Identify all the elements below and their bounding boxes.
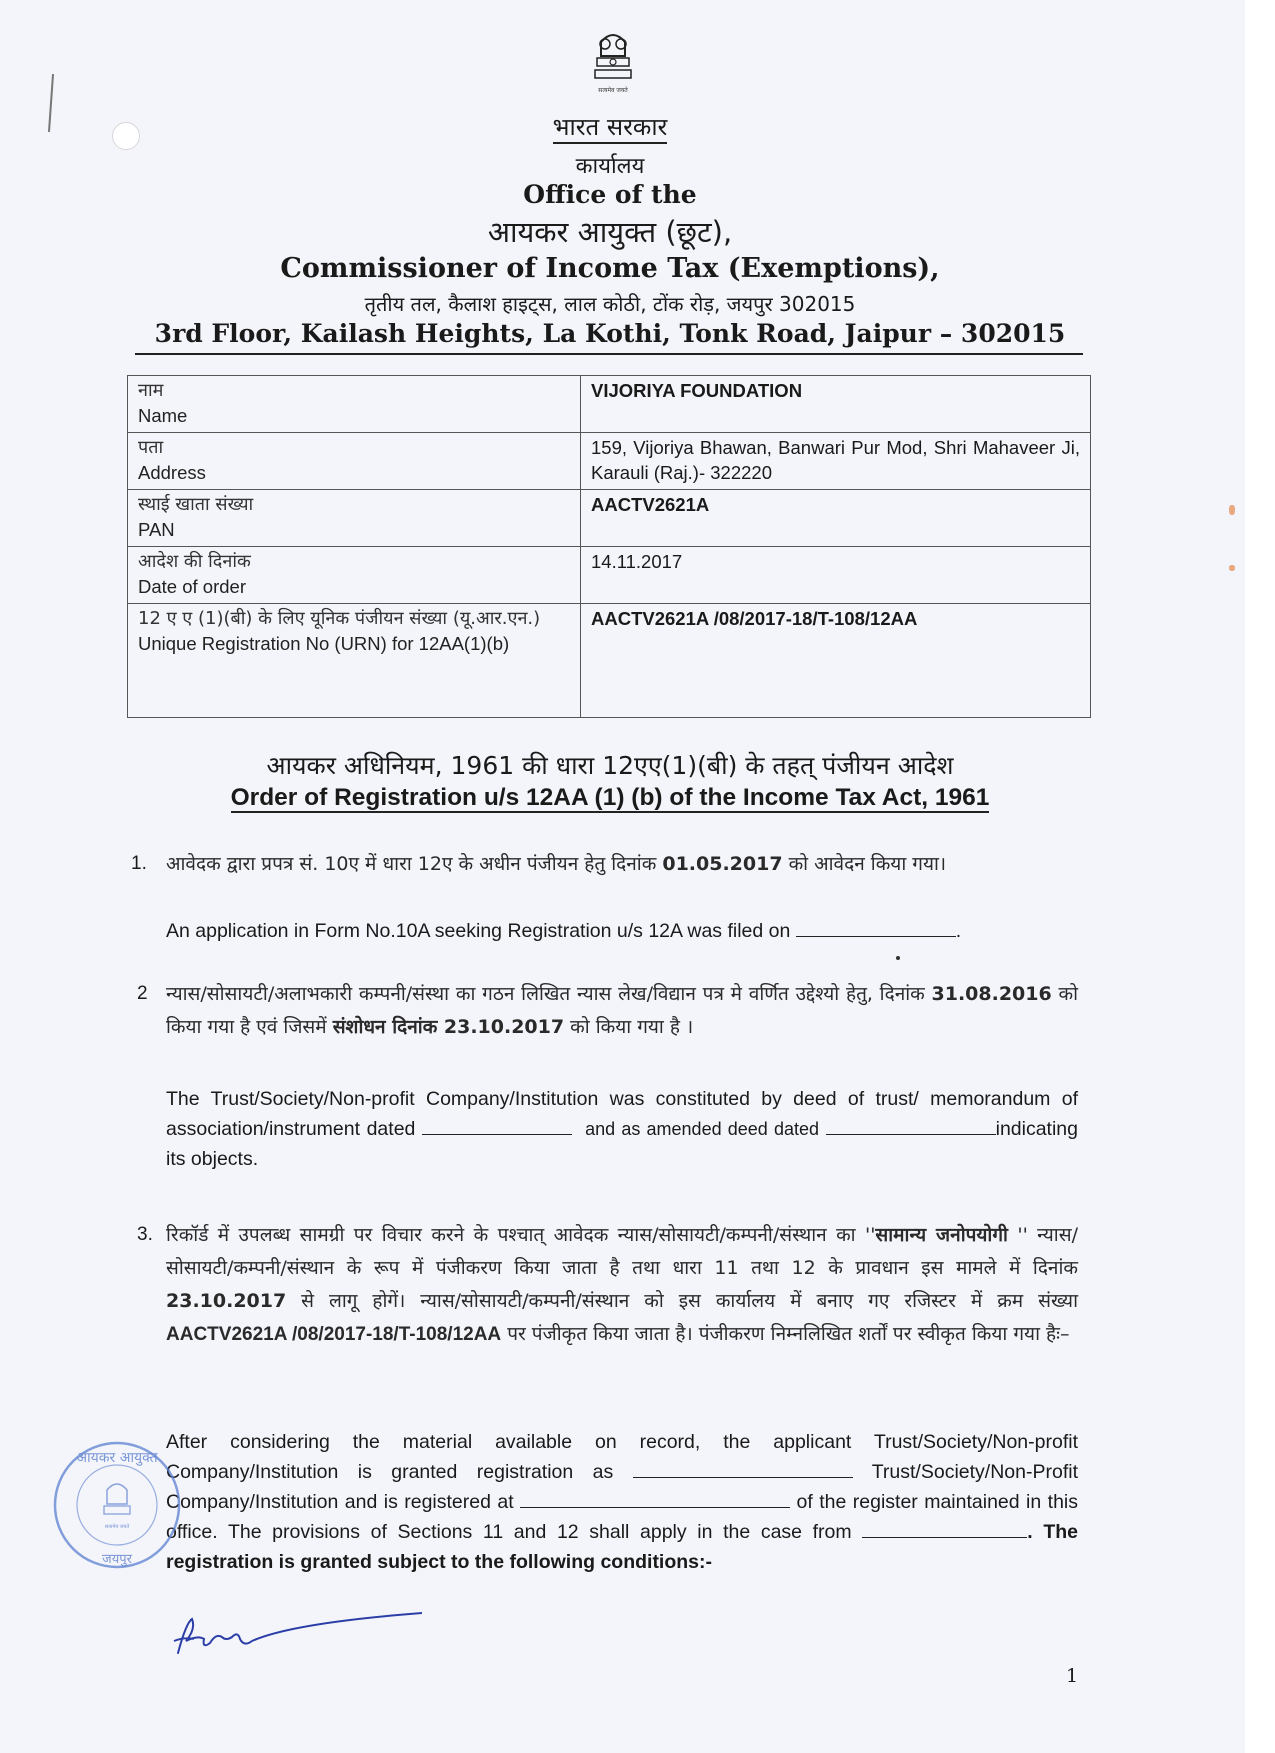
stain-mark (1229, 505, 1235, 515)
blank-line (826, 1116, 996, 1135)
order-title-hindi: आयकर अधिनियम, 1961 की धारा 12एए(1)(बी) के तहत् पंजीयन आदेश (266, 751, 954, 780)
svg-text:सत्यमेव जयते: सत्यमेव जयते (104, 1524, 130, 1530)
header-rule (135, 353, 1083, 355)
header-commissioner: Commissioner of Income Tax (Exemptions), (280, 253, 940, 284)
value-cell: AACTV2621A (581, 490, 1091, 547)
official-seal (52, 1440, 182, 1570)
stain-mark (1229, 565, 1235, 571)
emblem-caption: सत्यमेव जयते (598, 87, 628, 94)
label-cell: नाम Name (128, 376, 581, 433)
blank-line (862, 1519, 1027, 1538)
value-cell: 159, Vijoriya Bhawan, Banwari Pur Mod, Shri Mahaveer Ji, Karauli (Raj.)- 322220 (581, 433, 1091, 490)
para2-hindi: न्यास/सोसायटी/अलाभकारी कम्पनी/संस्था का गठन लिखित न्यास लेख/विद्यान पत्र मे वर्णित उद्देश्यो हेतु, दिनांक 31.08.2016 को किया गया है एवं जिसमें संशोधन दिनांक 23.10.2017 को किया गया है । (166, 983, 1078, 1038)
value-cell: VIJORIYA FOUNDATION (581, 376, 1091, 433)
value-cell: 14.11.2017 (581, 547, 1091, 604)
blank-line (520, 1489, 790, 1508)
scan-edge (1245, 0, 1275, 1753)
signature (172, 1605, 422, 1665)
svg-text:आयकर आयुक्त: आयकर आयुक्त (76, 1450, 158, 1466)
para1-english: An application in Form No.10A seeking Registration u/s 12A was filed on . (166, 920, 962, 942)
blank-line (633, 1459, 853, 1478)
label-cell: स्थाई खाता संख्या PAN (128, 490, 581, 547)
label-cell: पता Address (128, 433, 581, 490)
ink-dot (896, 956, 900, 960)
label-cell: 12 ए ए (1)(बी) के लिए यूनिक पंजीयन संख्या (यू.आर.एन.) Unique Registration No (URN) for 12AA(1)(b) (128, 604, 581, 718)
para-number: 3. (137, 1224, 153, 1245)
header-hindi-govt: भारत सरकार (0, 110, 1220, 143)
header-hindi-address: तृतीय तल, कैलाश हाइट्स, लाल कोठी, टोंक रोड़, जयपुर 302015 (364, 292, 856, 316)
header-hindi-office: कार्यालय (575, 154, 645, 179)
para-number: 2 (137, 983, 148, 1004)
para-number: 1. (131, 853, 147, 874)
svg-text:जयपुर: जयपुर (102, 1552, 132, 1567)
table-row (128, 547, 1091, 604)
header-address: 3rd Floor, Kailash Heights, La Kothi, Tonk Road, Jaipur – 302015 (154, 319, 1066, 348)
label-cell: आदेश की दिनांक Date of order (128, 547, 581, 604)
registration-details-table (127, 375, 1091, 718)
page-number: 1 (1066, 1665, 1079, 1687)
table-row (128, 376, 1091, 433)
value-cell: AACTV2621A /08/2017-18/T-108/12AA (581, 604, 1091, 718)
table-row (128, 490, 1091, 547)
para2-english: The Trust/Society/Non-profit Company/Institution was constituted by deed of trust/ memorandum of association/instrument dated and as amended deed dated indicating its objects. (166, 1088, 1078, 1170)
blank-line (422, 1116, 572, 1135)
table-row (128, 433, 1091, 490)
header-office-of: Office of the (523, 180, 697, 209)
header-hindi-commissioner: आयकर आयुक्त (छूट), (487, 215, 733, 249)
para1-hindi: आवेदक द्वारा प्रपत्र सं. 10ए में धारा 12ए के अधीन पंजीयन हेतु दिनांक 01.05.2017 को आवेदन किया गया। (166, 853, 947, 875)
table-row (128, 604, 1091, 718)
national-emblem-icon (583, 30, 643, 96)
para3-hindi: रिकॉर्ड में उपलब्ध सामग्री पर विचार करने के पश्चात् आवेदक न्यास/सोसायटी/कम्पनी/संस्थान का ''सामान्य जनोपयोगी '' न्यास/सोसायटी/कम्पनी/संस्थान के रूप में पंजीकरण किया जाता है तथा धारा 11 तथा 12 के प्रावधान इस मामले में दिनांक 23.10.2017 से लागू होगें। न्यास/सोसायटी/कम्पनी/संस्थान को इस कार्यालय में बनाए गए रजिस्टर में क्रम संख्या AACTV2621A /08/2017-18/T-108/12AA पर पंजीकृत किया जाता है। पंजीकरण निम्नलिखित शर्तों पर स्वीकृत किया गया हैः– (166, 1224, 1078, 1345)
order-title: Order of Registration u/s 12AA (1) (b) of the Income Tax Act, 1961 (230, 784, 990, 811)
blank-line (796, 918, 956, 937)
para3-english: After considering the material available on record, the applicant Trust/Society/Non-profit Company/Institution is granted registration as Trust/Society/Non-Profit Company/Institution and is registered at of the register maintained in this office. The provisions of Sections 11 and 12 shall apply in the case from . The registration is granted subject to the following conditions:- (166, 1431, 1078, 1573)
